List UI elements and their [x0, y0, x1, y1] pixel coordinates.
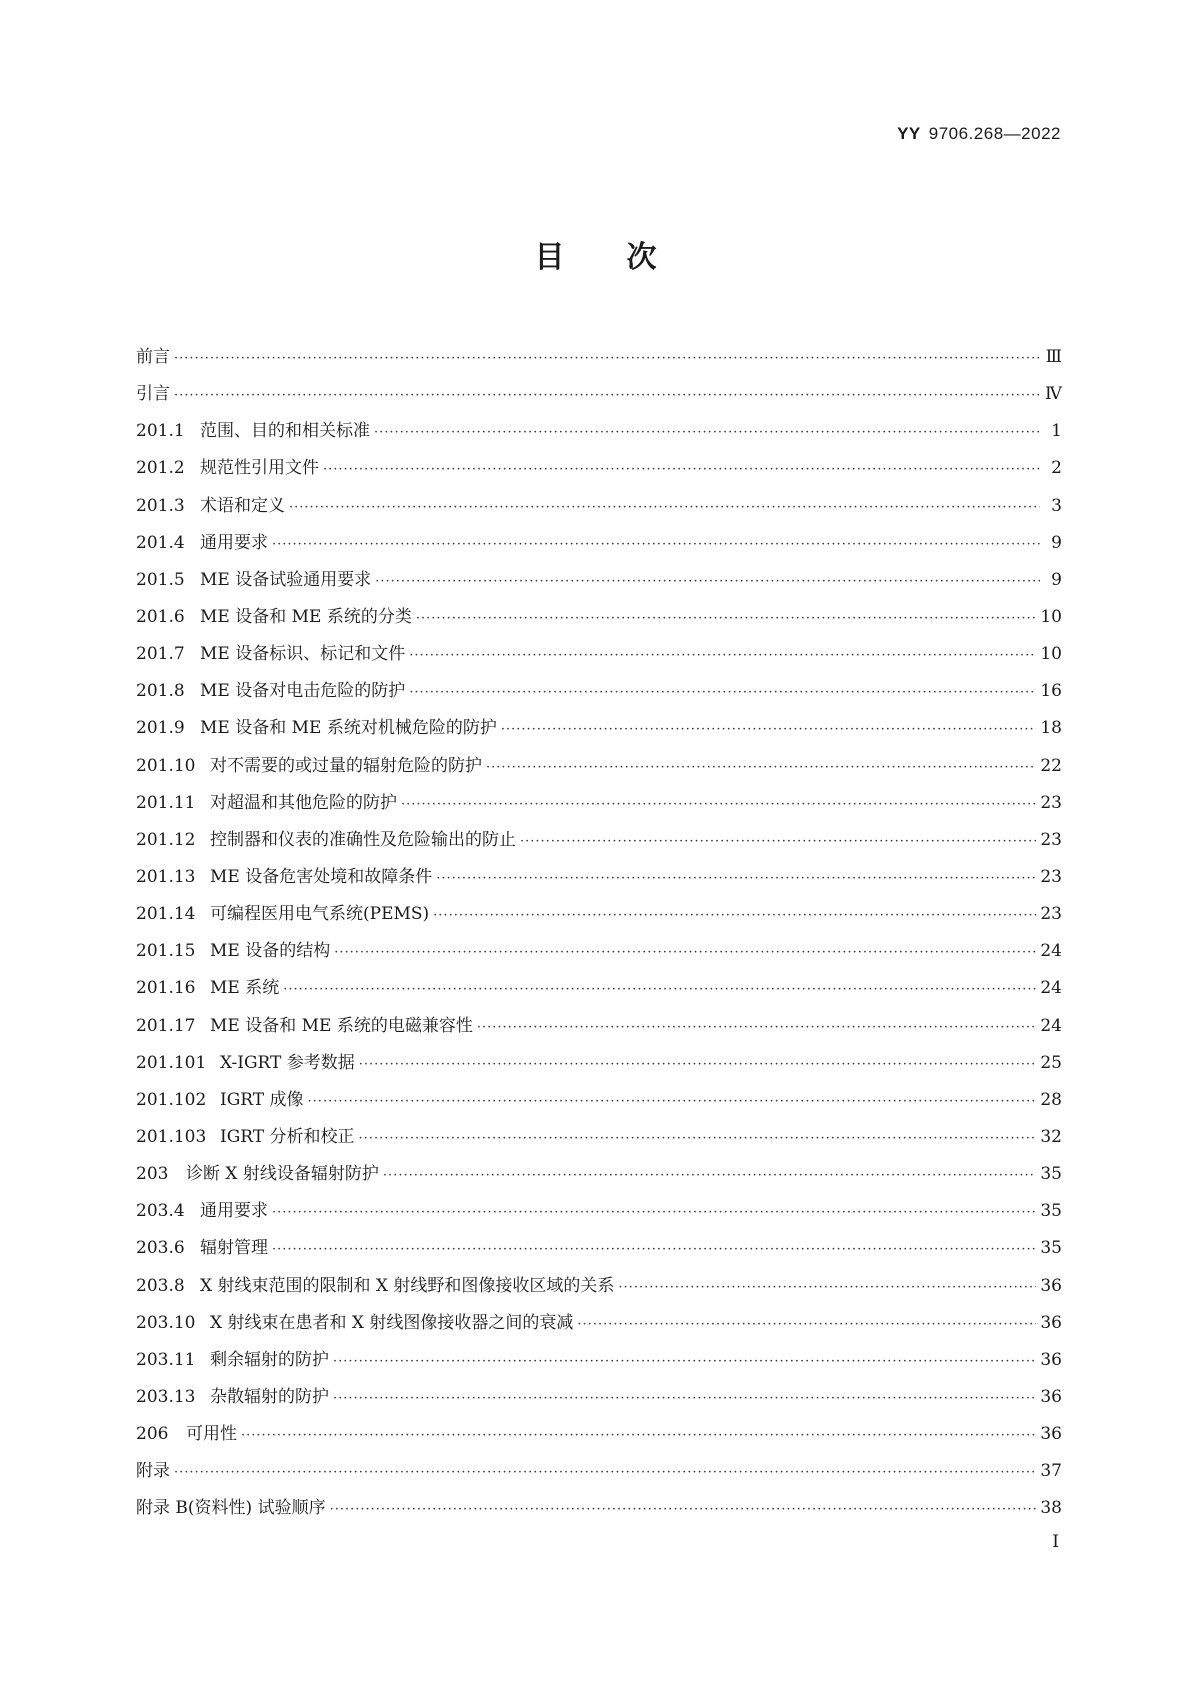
toc-entry-page: 35: [1040, 1238, 1062, 1259]
toc-entry-number: 201.103: [136, 1126, 207, 1147]
toc-entry-page: 35: [1040, 1201, 1062, 1222]
toc-entry-number: 201.5: [136, 569, 185, 590]
toc-entry[interactable]: [136, 1345, 1062, 1382]
toc-entry[interactable]: [136, 1419, 1062, 1456]
toc-entry-number: 201.6: [136, 606, 185, 627]
toc-entry[interactable]: [136, 973, 1062, 1010]
toc-entry-label: 辐射管理: [200, 1238, 268, 1259]
toc-entry[interactable]: [136, 1011, 1062, 1048]
toc-entry-label: 通用要求: [200, 1201, 268, 1222]
toc-entry[interactable]: [136, 862, 1062, 899]
toc-leader-dots: [375, 574, 1040, 589]
toc-entry-page: 10: [1040, 606, 1062, 627]
toc-leader-dots: [323, 462, 1040, 477]
toc-entry-page: 23: [1040, 904, 1062, 925]
toc-entry-label: 引言: [136, 384, 170, 405]
toc-leader-dots: [174, 1465, 1036, 1480]
toc-entry[interactable]: [136, 1122, 1062, 1159]
toc-entry-label: IGRT 分析和校正: [220, 1126, 355, 1147]
toc-entry[interactable]: [136, 676, 1062, 713]
toc-entry-page: 37: [1040, 1461, 1062, 1482]
toc-leader-dots: [272, 1205, 1036, 1220]
toc-entry-number: 201.9: [136, 718, 185, 739]
toc-entry-number: 203.4: [136, 1201, 185, 1222]
toc-entry-label: ME 设备和 ME 系统对机械危险的防护: [200, 718, 497, 739]
toc-entry-label: 对不需要的或过量的辐射危险的防护: [210, 755, 482, 776]
toc-leader-dots: [409, 648, 1036, 663]
toc-entry-number: 203.8: [136, 1275, 185, 1296]
toc-entry-label: 前言: [136, 347, 170, 367]
toc-leader-dots: [618, 1280, 1036, 1295]
toc-entry-number: 203.10: [136, 1312, 196, 1333]
toc-entry-number: 201.17: [136, 1015, 196, 1036]
toc-entry-page: 36: [1040, 1312, 1062, 1333]
toc-entry[interactable]: [136, 639, 1062, 676]
toc-entry-label: X 射线束范围的限制和 X 射线野和图像接收区域的关系: [200, 1275, 615, 1296]
toc-leader-dots: [308, 1094, 1037, 1109]
toc-entry[interactable]: [136, 1271, 1062, 1308]
table-of-contents: [136, 342, 1062, 1531]
toc-entry-label: 规范性引用文件: [200, 458, 319, 479]
toc-entry[interactable]: [136, 1493, 1062, 1530]
toc-entry[interactable]: [136, 342, 1062, 379]
toc-entry-label: 附录: [136, 1461, 170, 1482]
toc-entry-number: 201.3: [136, 495, 185, 516]
toc-entry[interactable]: [136, 1308, 1062, 1345]
toc-entry[interactable]: [136, 453, 1062, 490]
toc-entry-label: 控制器和仪表的准确性及危险输出的防止: [210, 829, 516, 850]
toc-leader-dots: [289, 500, 1040, 515]
toc-entry-label: 通用要求: [200, 532, 268, 553]
toc-leader-dots: [272, 537, 1040, 552]
toc-entry[interactable]: [136, 1085, 1062, 1122]
toc-entry[interactable]: [136, 1048, 1062, 1085]
toc-entry-page: 24: [1040, 978, 1062, 999]
toc-entry-number: 201.1: [136, 421, 185, 442]
toc-leader-dots: [383, 1168, 1036, 1183]
toc-entry[interactable]: [136, 788, 1062, 825]
toc-entry-label: 剩余辐射的防护: [210, 1349, 329, 1370]
toc-entry-label: 对超温和其他危险的防护: [210, 792, 397, 813]
toc-entry-number: 203.13: [136, 1386, 196, 1407]
toc-entry-label: 术语和定义: [200, 495, 285, 516]
toc-leader-dots: [401, 797, 1036, 812]
toc-leader-dots: [283, 982, 1036, 997]
toc-entry-page: 22: [1040, 755, 1062, 776]
toc-entry-number: 201.12: [136, 829, 196, 850]
toc-entry-page: 23: [1040, 792, 1062, 813]
toc-entry-page: 23: [1040, 829, 1062, 850]
toc-entry-page: 1: [1051, 421, 1062, 442]
toc-leader-dots: [416, 611, 1037, 626]
toc-entry-label: ME 设备的结构: [210, 941, 331, 962]
toc-entry-page: Ⅳ: [1045, 384, 1062, 405]
toc-entry[interactable]: [136, 1382, 1062, 1419]
toc-entry-number: 201.14: [136, 904, 196, 925]
toc-entry-label: 杂散辐射的防护: [210, 1386, 329, 1407]
toc-entry-page: 18: [1040, 718, 1062, 739]
toc-entry-number: 201.10: [136, 755, 196, 776]
toc-entry[interactable]: [136, 602, 1062, 639]
toc-entry-number: 201.4: [136, 532, 185, 553]
toc-entry-number: 203.11: [136, 1349, 196, 1370]
toc-entry-label: ME 设备危害处境和故障条件: [210, 866, 433, 887]
toc-entry[interactable]: [136, 1456, 1062, 1493]
toc-leader-dots: [333, 1354, 1036, 1369]
toc-entry-label: ME 设备标识、标记和文件: [200, 644, 406, 665]
toc-title: 目次: [534, 240, 719, 275]
toc-entry-label: ME 设备和 ME 系统的分类: [200, 606, 412, 627]
toc-entry-page: 38: [1040, 1498, 1062, 1519]
toc-entry-number: 201.8: [136, 681, 185, 702]
toc-entry-page: 3: [1051, 495, 1062, 516]
toc-entry-label: IGRT 成像: [220, 1089, 304, 1110]
toc-entry-page: 24: [1040, 941, 1062, 962]
toc-entry-page: 9: [1051, 532, 1062, 553]
toc-leader-dots: [241, 1428, 1036, 1443]
toc-entry[interactable]: [136, 379, 1062, 416]
toc-entry-label: 附录 B(资料性) 试验顺序: [136, 1498, 326, 1519]
toc-leader-dots: [174, 388, 1040, 403]
toc-entry-page: 28: [1040, 1089, 1062, 1110]
toc-entry-number: 206: [136, 1424, 169, 1445]
toc-leader-dots: [436, 871, 1036, 886]
toc-entry[interactable]: [136, 899, 1062, 936]
toc-entry-page: 9: [1051, 569, 1062, 590]
standard-code: [897, 124, 1061, 144]
toc-entry-page: 24: [1040, 1015, 1062, 1036]
toc-entry-label: 诊断 X 射线设备辐射防护: [186, 1164, 379, 1185]
toc-leader-dots: [359, 1131, 1037, 1146]
toc-entry-label: X-IGRT 参考数据: [220, 1052, 355, 1073]
toc-entry-number: 201.7: [136, 644, 185, 665]
toc-leader-dots: [486, 760, 1036, 775]
toc-entry-page: 2: [1051, 458, 1062, 479]
page-number: I: [1052, 1532, 1059, 1552]
toc-entry-page: Ⅲ: [1045, 347, 1062, 367]
toc-entry-label: ME 设备对电击危险的防护: [200, 681, 406, 702]
toc-leader-dots: [409, 685, 1036, 700]
toc-entry-page: 16: [1040, 681, 1062, 702]
toc-entry[interactable]: [136, 565, 1062, 602]
toc-entry[interactable]: [136, 936, 1062, 973]
toc-entry[interactable]: [136, 491, 1062, 528]
toc-entry[interactable]: [136, 1196, 1062, 1233]
toc-entry-label: 范围、目的和相关标准: [200, 421, 370, 442]
toc-entry-page: 32: [1040, 1126, 1062, 1147]
toc-entry-label: ME 设备试验通用要求: [200, 569, 372, 590]
toc-entry[interactable]: [136, 1233, 1062, 1270]
toc-entry-page: 10: [1040, 644, 1062, 665]
toc-entry-page: 36: [1040, 1275, 1062, 1296]
toc-entry[interactable]: [136, 416, 1062, 453]
toc-leader-dots: [174, 351, 1040, 366]
toc-leader-dots: [333, 1391, 1036, 1406]
toc-leader-dots: [520, 834, 1036, 849]
toc-entry-page: 36: [1040, 1349, 1062, 1370]
toc-leader-dots: [272, 1242, 1036, 1257]
toc-leader-dots: [374, 425, 1040, 440]
toc-leader-dots: [477, 1020, 1037, 1035]
toc-entry-number: 201.16: [136, 978, 196, 999]
standard-number: 9706.268—2022: [928, 124, 1061, 143]
toc-leader-dots: [359, 1057, 1037, 1072]
toc-entry-number: 201.102: [136, 1089, 207, 1110]
toc-entry-number: 203.6: [136, 1238, 185, 1259]
toc-entry-page: 35: [1040, 1164, 1062, 1185]
toc-leader-dots: [330, 1502, 1037, 1517]
toc-entry-label: ME 设备和 ME 系统的电磁兼容性: [210, 1015, 473, 1036]
toc-entry-number: 201.15: [136, 941, 196, 962]
toc-entry-label: X 射线束在患者和 X 射线图像接收器之间的衰减: [210, 1312, 574, 1333]
toc-entry-number: 201.11: [136, 792, 196, 813]
toc-entry-page: 36: [1040, 1424, 1062, 1445]
toc-entry-number: 201.2: [136, 458, 185, 479]
toc-entry[interactable]: [136, 713, 1062, 750]
toc-entry-page: 36: [1040, 1386, 1062, 1407]
toc-leader-dots: [501, 722, 1037, 737]
standard-prefix: YY: [897, 124, 921, 143]
toc-entry-number: 203: [136, 1164, 169, 1185]
toc-entry-page: 25: [1040, 1052, 1062, 1073]
toc-leader-dots: [577, 1317, 1036, 1332]
toc-entry[interactable]: [136, 825, 1062, 862]
toc-entry-number: 201.13: [136, 866, 196, 887]
toc-entry[interactable]: [136, 751, 1062, 788]
toc-entry[interactable]: [136, 1159, 1062, 1196]
toc-entry-page: 23: [1040, 866, 1062, 887]
toc-entry-number: 201.101: [136, 1052, 207, 1073]
toc-entry-label: ME 系统: [210, 978, 280, 999]
toc-leader-dots: [433, 908, 1036, 923]
toc-leader-dots: [334, 945, 1036, 960]
toc-entry-label: 可用性: [186, 1424, 237, 1445]
toc-entry[interactable]: [136, 528, 1062, 565]
toc-entry-label: 可编程医用电气系统(PEMS): [210, 904, 430, 925]
